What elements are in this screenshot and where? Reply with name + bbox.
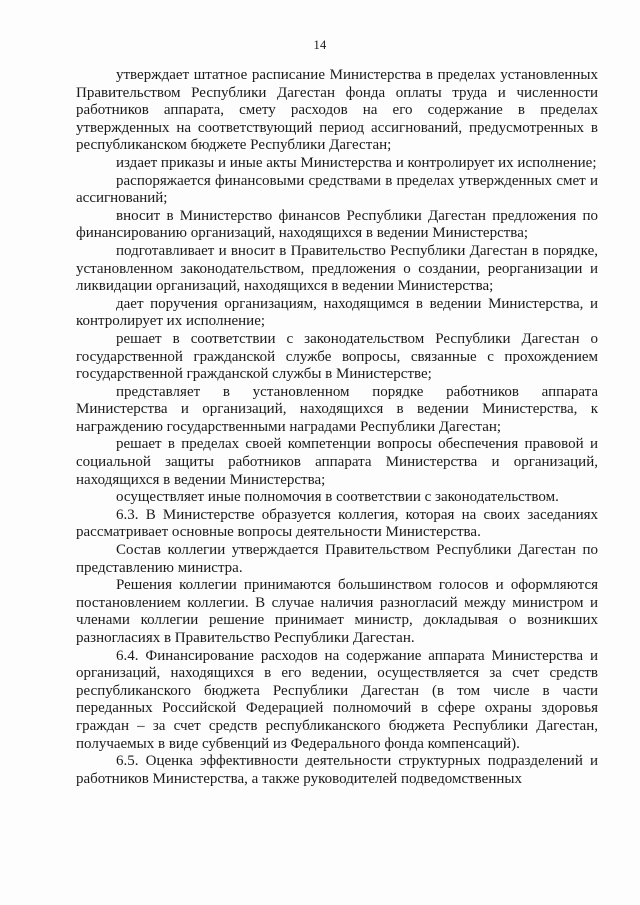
paragraph: осуществляет иные полномочия в соответствии с законодательством. — [116, 489, 559, 506]
paragraph: распоряжается финансовыми средствами в пределах утвержденных смет и ассигнований; — [76, 172, 598, 207]
paragraph: представляет в установленном порядке работников аппарата Министерства и организаций, находящихся в ведении Министерства, к награждению государственными наградами Республики Дагестан; — [76, 383, 598, 435]
paragraph: 6.4. Финансирование расходов на содержание аппарата Министерства и организаций, находящихся в его ведении, осуществляется за счет средств республиканского бюджета Республики Дагестан (в том числе в части переданных Российской Федерацией полномочий в сфере охраны здоровья граждан – за счет средств республиканского бюджета Республики Дагестан, получаемых в виде субвенций из Федерального фонда компенсаций). — [76, 647, 598, 752]
paragraph: утверждает штатное расписание Министерства в пределах установленных Правительством Республики Дагестан фонда оплаты труда и численности работников аппарата, смету расходов на его содержание в пределах утвержденных на соответствующий период ассигнований, предусмотренных в республиканском бюджете Республики Дагестан; — [76, 67, 598, 154]
paragraph: 6.5. Оценка эффективности деятельности структурных подразделений и работников Министерства, а также руководителей подведомственных — [76, 753, 598, 787]
paragraph: 6.3. В Министерстве образуется коллегия, которая на своих заседаниях рассматривает основные вопросы деятельности Министерства. — [76, 506, 598, 541]
paragraph: вносит в Министерство финансов Республики Дагестан предложения по финансированию организаций, находящихся в ведении Министерства; — [76, 207, 598, 242]
paragraph: дает поручения организациям, находящимся в ведении Министерства, и контролирует их исполнение; — [76, 295, 598, 330]
page-number: 14 — [313, 38, 327, 52]
paragraph: подготавливает и вносит в Правительство Республики Дагестан в порядке, установленном законодательством, предложения о создании, реорганизации и ликвидации организаций, находящихся в ведении Министерства; — [76, 242, 598, 295]
paragraph: издает приказы и иные акты Министерства и контролирует их исполнение; — [116, 154, 597, 171]
paragraph: Состав коллегии утверждается Правительством Республики Дагестан по представлению министра. — [76, 542, 598, 576]
paragraph: Решения коллегии принимаются большинством голосов и оформляются постановлением коллегии. В случае наличия разногласий между министром и членами коллегии решение принимает министр, докладывая о возникших разногласиях в Правительство Республики Дагестан. — [76, 577, 598, 646]
document-body — [76, 67, 598, 788]
paragraph: решает в соответствии с законодательством Республики Дагестан о государственной гражданской службе вопросы, связанные с прохождением государственной гражданской службы в Министерстве; — [76, 330, 598, 383]
paragraph: решает в пределах своей компетенции вопросы обеспечения правовой и социальной защиты работников аппарата Министерства и организаций, находящихся в ведении Министерства; — [76, 436, 598, 488]
